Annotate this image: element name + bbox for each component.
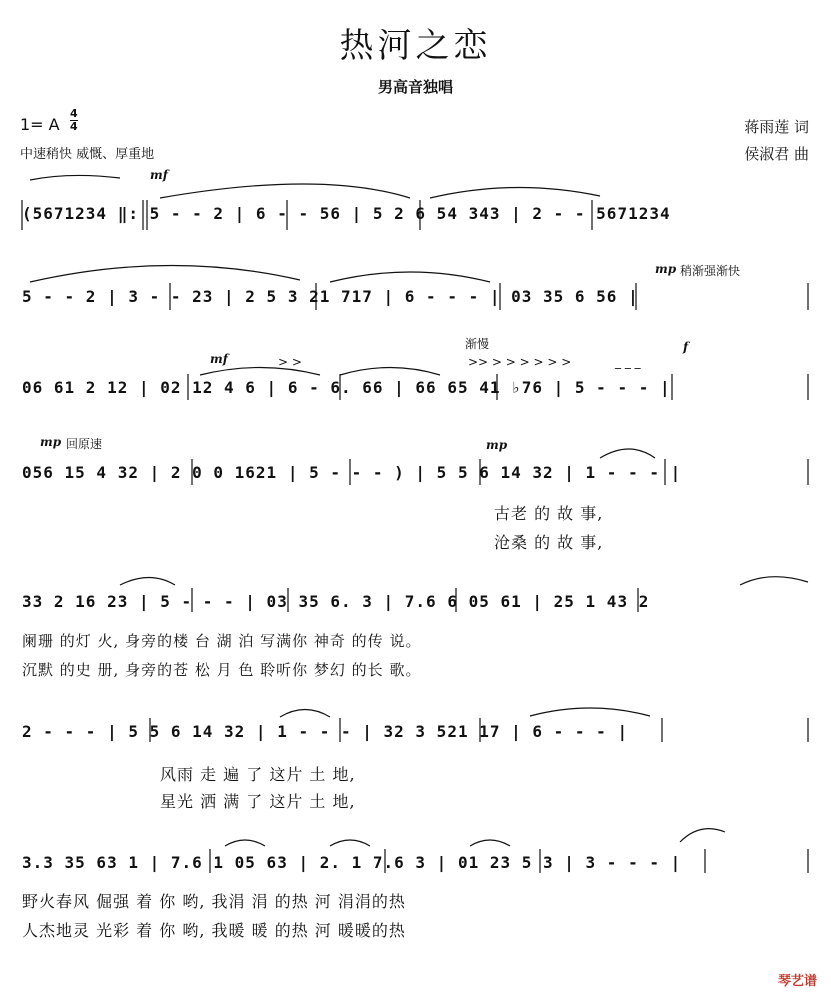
lyricist-credit: 蒋雨莲 词 bbox=[744, 118, 809, 136]
accent-marks-2: >> > > > > > > bbox=[468, 355, 572, 369]
lyric-line-5a: 阑珊 的灯 火, 身旁的楼 台 湖 泊 写满你 神奇 的传 说。 bbox=[22, 632, 422, 650]
lyric-line-4a: 古老 的 故 事, bbox=[494, 504, 604, 523]
page-subtitle: 男高音独唱 bbox=[377, 78, 453, 96]
staff-line-7: 3.3 35 63 1 | 7.6 1 05 63 | 2. 1 7.6 3 | 01 23 5 3 | 3 - - - | bbox=[22, 853, 682, 872]
dynamic-mp-1: mp bbox=[655, 262, 677, 276]
watermark-logo: 琴艺谱 bbox=[777, 974, 817, 989]
dynamic-mf-1: mf bbox=[150, 168, 168, 182]
staff-line-3: 06 61 2 12 | 02 12 4 6 | 6 - 6. 66 | 66 65 41 ♭76 | 5 - - - | bbox=[22, 378, 671, 397]
staff-line-5: 33 2 16 23 | 5 - - - | 03 35 6. 3 | 7.6 6 05 61 | 25 1 43 2 bbox=[22, 592, 650, 611]
tenuto-dashes: _ _ _ bbox=[615, 355, 641, 369]
dynamic-f-1: f bbox=[683, 340, 689, 354]
dynamic-mf-2: mf bbox=[210, 352, 228, 366]
composer-credit: 侯淑君 曲 bbox=[744, 145, 809, 163]
tempo-marking: 中速稍快 威慨、厚重地 bbox=[20, 147, 155, 162]
expression-slow: 渐慢 bbox=[465, 337, 490, 351]
staff-line-4: 056 15 4 32 | 2 0 0 1621 | 5 - - - ) | 5 5 6 14 32 | 1 - - - | bbox=[22, 463, 682, 482]
time-signature-top: 4 bbox=[70, 107, 78, 120]
dynamic-mp-3: mp bbox=[486, 438, 508, 452]
staff-line-2: 5 - - 2 | 3 - - 23 | 2 5 3 21 717 | 6 - - - | 03 35 6 56 | bbox=[22, 287, 639, 306]
lyric-line-7b: 人杰地灵 光彩 着 你 哟, 我暖 暖 的热 河 暖暖的热 bbox=[22, 921, 406, 940]
accent-marks-1: > > bbox=[278, 355, 302, 369]
time-signature-bottom: 4 bbox=[70, 120, 78, 133]
lyric-line-7a: 野火春风 倔强 着 你 哟, 我涓 涓 的热 河 涓涓的热 bbox=[22, 892, 406, 911]
staff-line-6: 2 - - - | 5 5 6 14 32 | 1 - - - | 32 3 521 17 | 6 - - - | bbox=[22, 722, 629, 741]
staff-line-1: (5671234 ‖: 5 - - 2 | 6 - - 56 | 5 2 6 54 343 | 2 - - 5671234 bbox=[22, 204, 671, 223]
dynamic-mp-2: mp bbox=[40, 435, 62, 449]
key-signature: 1= A bbox=[20, 115, 60, 134]
lyric-line-4b: 沧桑 的 故 事, bbox=[494, 533, 604, 552]
lyric-line-6a: 风雨 走 遍 了 这片 土 地, bbox=[160, 765, 356, 784]
expression-tempo-return: 回原速 bbox=[66, 437, 103, 451]
lyric-line-5b: 沉默 的史 册, 身旁的苍 松 月 色 聆听你 梦幻 的长 歌。 bbox=[22, 661, 422, 679]
expression-crescendo: 稍渐强渐快 bbox=[680, 264, 741, 278]
lyric-line-6b: 星光 洒 满 了 这片 土 地, bbox=[160, 792, 356, 811]
page-title: 热河之恋 bbox=[339, 26, 492, 66]
